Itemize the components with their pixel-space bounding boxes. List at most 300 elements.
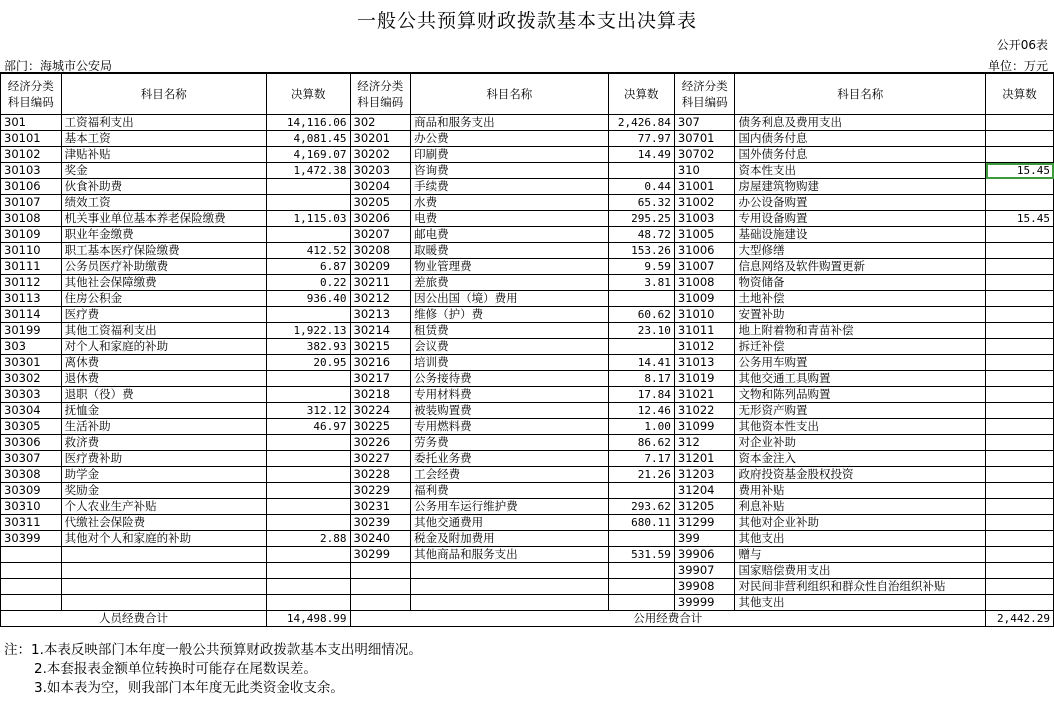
name-cell-1[interactable]: 个人农业生产补贴 [61, 499, 266, 515]
header-name-2: 科目名称 [411, 74, 608, 115]
code-cell-3[interactable]: 39908 [674, 579, 735, 595]
code-cell-1[interactable]: 30109 [1, 227, 62, 243]
code-cell-1[interactable] [1, 595, 62, 611]
name-cell-1[interactable]: 奖金 [61, 163, 266, 179]
amount-cell-1[interactable] [266, 451, 350, 467]
name-cell-1[interactable]: 基本工资 [61, 131, 266, 147]
code-cell-1[interactable]: 30303 [1, 387, 62, 403]
code-cell-3[interactable]: 31019 [674, 371, 735, 387]
table-row [1, 275, 1054, 291]
amount-cell-2[interactable]: 48.72 [608, 227, 674, 243]
name-cell-2[interactable]: 会议费 [411, 339, 608, 355]
code-cell-2[interactable]: 30227 [350, 451, 411, 467]
name-cell-2[interactable]: 因公出国（境）费用 [411, 291, 608, 307]
amount-cell-3[interactable] [986, 387, 1054, 403]
name-cell-3[interactable]: 拆迁补偿 [735, 339, 986, 355]
name-cell-2[interactable]: 水费 [411, 195, 608, 211]
code-cell-3[interactable]: 31007 [674, 259, 735, 275]
code-cell-3[interactable]: 30701 [674, 131, 735, 147]
amount-cell-3[interactable] [986, 451, 1054, 467]
name-cell-2[interactable]: 电费 [411, 211, 608, 227]
amount-cell-1[interactable]: 936.40 [266, 291, 350, 307]
name-cell-3[interactable]: 办公设备购置 [735, 195, 986, 211]
code-cell-3[interactable]: 31204 [674, 483, 735, 499]
name-cell-1[interactable]: 住房公积金 [61, 291, 266, 307]
code-cell-1[interactable]: 30103 [1, 163, 62, 179]
amount-cell-1[interactable] [266, 387, 350, 403]
name-cell-1[interactable] [61, 547, 266, 563]
name-cell-3[interactable]: 资本性支出 [735, 163, 986, 179]
amount-cell-2[interactable]: 21.26 [608, 467, 674, 483]
table-row [1, 259, 1054, 275]
name-cell-1[interactable]: 救济费 [61, 435, 266, 451]
code-cell-1[interactable]: 30107 [1, 195, 62, 211]
expenditure-table [0, 73, 1054, 627]
code-cell-1[interactable]: 30113 [1, 291, 62, 307]
code-cell-3[interactable]: 31203 [674, 467, 735, 483]
name-cell-3[interactable]: 政府投资基金股权投资 [735, 467, 986, 483]
name-cell-1[interactable]: 代缴社会保险费 [61, 515, 266, 531]
amount-cell-1[interactable]: 6.87 [266, 259, 350, 275]
code-cell-1[interactable]: 30106 [1, 179, 62, 195]
amount-cell-1[interactable] [266, 547, 350, 563]
amount-cell-2[interactable]: 12.46 [608, 403, 674, 419]
name-cell-2[interactable]: 劳务费 [411, 435, 608, 451]
code-cell-2[interactable]: 30201 [350, 131, 411, 147]
name-cell-3[interactable]: 其他支出 [735, 595, 986, 611]
name-cell-2[interactable]: 被装购置费 [411, 403, 608, 419]
code-cell-3[interactable]: 31099 [674, 419, 735, 435]
amount-cell-2[interactable]: 153.26 [608, 243, 674, 259]
amount-cell-3[interactable]: 15.45 [986, 211, 1054, 227]
amount-cell-1[interactable]: 4,169.07 [266, 147, 350, 163]
code-cell-3[interactable]: 31205 [674, 499, 735, 515]
name-cell-1[interactable]: 其他工资福利支出 [61, 323, 266, 339]
name-cell-1[interactable]: 助学金 [61, 467, 266, 483]
code-cell-3[interactable]: 31010 [674, 307, 735, 323]
name-cell-1[interactable]: 生活补助 [61, 419, 266, 435]
name-cell-2[interactable] [411, 595, 608, 611]
table-row [1, 499, 1054, 515]
amount-cell-1[interactable]: 1,115.03 [266, 211, 350, 227]
name-cell-3[interactable]: 安置补助 [735, 307, 986, 323]
name-cell-2[interactable]: 办公费 [411, 131, 608, 147]
amount-cell-3[interactable] [986, 515, 1054, 531]
code-cell-1[interactable]: 30111 [1, 259, 62, 275]
amount-cell-3[interactable] [986, 259, 1054, 275]
code-cell-1[interactable]: 30101 [1, 131, 62, 147]
code-cell-1[interactable]: 30108 [1, 211, 62, 227]
code-cell-2[interactable]: 30208 [350, 243, 411, 259]
amount-cell-2[interactable]: 17.84 [608, 387, 674, 403]
name-cell-2[interactable]: 印刷费 [411, 147, 608, 163]
personnel-total-value[interactable]: 14,498.99 [266, 611, 350, 627]
code-cell-1[interactable]: 30307 [1, 451, 62, 467]
name-cell-3[interactable]: 其他交通工具购置 [735, 371, 986, 387]
name-cell-2[interactable] [411, 563, 608, 579]
code-cell-3[interactable]: 399 [674, 531, 735, 547]
amount-cell-2[interactable] [608, 595, 674, 611]
code-cell-1[interactable]: 30102 [1, 147, 62, 163]
name-cell-1[interactable]: 绩效工资 [61, 195, 266, 211]
table-row [1, 291, 1054, 307]
code-cell-1[interactable]: 30311 [1, 515, 62, 531]
code-cell-3[interactable]: 307 [674, 115, 735, 131]
code-cell-2[interactable] [350, 579, 411, 595]
amount-cell-2[interactable]: 295.25 [608, 211, 674, 227]
amount-cell-1[interactable] [266, 483, 350, 499]
amount-cell-2[interactable]: 8.17 [608, 371, 674, 387]
code-cell-1[interactable]: 30199 [1, 323, 62, 339]
code-cell-2[interactable]: 30203 [350, 163, 411, 179]
name-cell-3[interactable]: 对民间非营利组织和群众性自治组织补贴 [735, 579, 986, 595]
name-cell-1[interactable]: 其他对个人和家庭的补助 [61, 531, 266, 547]
code-cell-3[interactable]: 310 [674, 163, 735, 179]
name-cell-1[interactable]: 对个人和家庭的补助 [61, 339, 266, 355]
amount-cell-2[interactable]: 23.10 [608, 323, 674, 339]
amount-cell-2[interactable] [608, 563, 674, 579]
code-cell-3[interactable]: 31201 [674, 451, 735, 467]
amount-cell-2[interactable]: 531.59 [608, 547, 674, 563]
amount-cell-1[interactable]: 4,081.45 [266, 131, 350, 147]
amount-cell-1[interactable] [266, 227, 350, 243]
name-cell-2[interactable]: 咨询费 [411, 163, 608, 179]
public-total-value[interactable]: 2,442.29 [986, 611, 1054, 627]
amount-cell-2[interactable] [608, 483, 674, 499]
amount-cell-2[interactable] [608, 531, 674, 547]
code-cell-2[interactable]: 30204 [350, 179, 411, 195]
code-cell-3[interactable]: 39907 [674, 563, 735, 579]
name-cell-2[interactable]: 其他商品和服务支出 [411, 547, 608, 563]
name-cell-2[interactable]: 其他交通费用 [411, 515, 608, 531]
amount-cell-1[interactable] [266, 515, 350, 531]
name-cell-3[interactable]: 无形资产购置 [735, 403, 986, 419]
name-cell-1[interactable]: 职工基本医疗保险缴费 [61, 243, 266, 259]
code-cell-1[interactable]: 30110 [1, 243, 62, 259]
name-cell-1[interactable]: 退职（役）费 [61, 387, 266, 403]
name-cell-2[interactable]: 租赁费 [411, 323, 608, 339]
name-cell-2[interactable]: 委托业务费 [411, 451, 608, 467]
code-cell-2[interactable]: 30211 [350, 275, 411, 291]
amount-cell-3[interactable] [986, 547, 1054, 563]
table-row [1, 323, 1054, 339]
note-1: 注：1.本表反映部门本年度一般公共预算财政拨款基本支出明细情况。 [4, 642, 422, 658]
code-cell-2[interactable]: 30228 [350, 467, 411, 483]
public-total-label[interactable]: 公用经费合计 [350, 611, 986, 627]
code-cell-3[interactable]: 39999 [674, 595, 735, 611]
name-cell-2[interactable]: 福利费 [411, 483, 608, 499]
amount-cell-1[interactable]: 1,472.38 [266, 163, 350, 179]
code-cell-2[interactable]: 30240 [350, 531, 411, 547]
name-cell-1[interactable]: 伙食补助费 [61, 179, 266, 195]
amount-cell-3[interactable] [986, 499, 1054, 515]
amount-cell-3[interactable] [986, 355, 1054, 371]
name-cell-3[interactable]: 地上附着物和青苗补偿 [735, 323, 986, 339]
amount-cell-1[interactable] [266, 435, 350, 451]
code-cell-2[interactable]: 30225 [350, 419, 411, 435]
code-cell-1[interactable]: 301 [1, 115, 62, 131]
code-cell-1[interactable]: 30310 [1, 499, 62, 515]
name-cell-2[interactable]: 物业管理费 [411, 259, 608, 275]
code-cell-1[interactable]: 30399 [1, 531, 62, 547]
name-cell-2[interactable]: 邮电费 [411, 227, 608, 243]
code-cell-2[interactable]: 30218 [350, 387, 411, 403]
table-row [1, 419, 1054, 435]
amount-cell-1[interactable] [266, 307, 350, 323]
name-cell-3[interactable]: 文物和陈列品购置 [735, 387, 986, 403]
name-cell-1[interactable] [61, 563, 266, 579]
name-cell-3[interactable]: 其他支出 [735, 531, 986, 547]
amount-cell-3[interactable] [986, 147, 1054, 163]
name-cell-2[interactable]: 公务接待费 [411, 371, 608, 387]
personnel-total-label[interactable]: 人员经费合计 [1, 611, 267, 627]
code-cell-3[interactable]: 31005 [674, 227, 735, 243]
name-cell-1[interactable]: 津贴补贴 [61, 147, 266, 163]
amount-cell-3[interactable] [986, 467, 1054, 483]
code-cell-3[interactable]: 312 [674, 435, 735, 451]
table-row [1, 307, 1054, 323]
name-cell-1[interactable]: 医疗费 [61, 307, 266, 323]
name-cell-3[interactable]: 信息网络及软件购置更新 [735, 259, 986, 275]
code-cell-1[interactable]: 30306 [1, 435, 62, 451]
amount-cell-2[interactable]: 7.17 [608, 451, 674, 467]
code-cell-1[interactable]: 30114 [1, 307, 62, 323]
amount-cell-1[interactable]: 46.97 [266, 419, 350, 435]
table-row [1, 595, 1054, 611]
table-row [1, 563, 1054, 579]
amount-cell-3[interactable] [986, 291, 1054, 307]
name-cell-2[interactable]: 差旅费 [411, 275, 608, 291]
amount-cell-3[interactable] [986, 339, 1054, 355]
amount-cell-2[interactable]: 9.59 [608, 259, 674, 275]
amount-cell-2[interactable]: 1.00 [608, 419, 674, 435]
name-cell-2[interactable] [411, 579, 608, 595]
code-cell-1[interactable] [1, 579, 62, 595]
amount-cell-3[interactable] [986, 403, 1054, 419]
amount-cell-2[interactable] [608, 579, 674, 595]
code-cell-2[interactable]: 30239 [350, 515, 411, 531]
amount-cell-2[interactable]: 86.62 [608, 435, 674, 451]
name-cell-3[interactable]: 土地补偿 [735, 291, 986, 307]
code-cell-3[interactable]: 31021 [674, 387, 735, 403]
amount-cell-3[interactable] [986, 195, 1054, 211]
code-cell-3[interactable]: 31008 [674, 275, 735, 291]
name-cell-2[interactable]: 工会经费 [411, 467, 608, 483]
amount-cell-3[interactable] [986, 275, 1054, 291]
name-cell-1[interactable] [61, 579, 266, 595]
code-cell-2[interactable]: 30215 [350, 339, 411, 355]
code-cell-3[interactable]: 30702 [674, 147, 735, 163]
name-cell-3[interactable]: 债务利息及费用支出 [735, 115, 986, 131]
table-row [1, 211, 1054, 227]
amount-cell-1[interactable]: 2.88 [266, 531, 350, 547]
code-cell-2[interactable]: 30214 [350, 323, 411, 339]
amount-cell-3[interactable] [986, 483, 1054, 499]
amount-cell-1[interactable]: 1,922.13 [266, 323, 350, 339]
amount-cell-1[interactable]: 14,116.06 [266, 115, 350, 131]
code-cell-1[interactable]: 30308 [1, 467, 62, 483]
amount-cell-3[interactable] [986, 371, 1054, 387]
amount-cell-3[interactable] [986, 323, 1054, 339]
amount-cell-3[interactable] [986, 563, 1054, 579]
amount-cell-2[interactable]: 60.62 [608, 307, 674, 323]
name-cell-1[interactable]: 公务员医疗补助缴费 [61, 259, 266, 275]
amount-cell-1[interactable]: 412.52 [266, 243, 350, 259]
name-cell-2[interactable]: 维修（护）费 [411, 307, 608, 323]
code-cell-3[interactable]: 31022 [674, 403, 735, 419]
amount-cell-2[interactable] [608, 291, 674, 307]
code-cell-1[interactable]: 30305 [1, 419, 62, 435]
name-cell-3[interactable]: 大型修缮 [735, 243, 986, 259]
name-cell-2[interactable]: 税金及附加费用 [411, 531, 608, 547]
code-cell-1[interactable]: 30309 [1, 483, 62, 499]
amount-cell-1[interactable] [266, 467, 350, 483]
name-cell-2[interactable]: 培训费 [411, 355, 608, 371]
amount-cell-2[interactable]: 0.44 [608, 179, 674, 195]
amount-cell-3[interactable] [986, 579, 1054, 595]
table-row [1, 387, 1054, 403]
name-cell-1[interactable]: 离休费 [61, 355, 266, 371]
name-cell-3[interactable]: 资本金注入 [735, 451, 986, 467]
code-cell-3[interactable]: 31299 [674, 515, 735, 531]
amount-cell-3[interactable] [986, 115, 1054, 131]
amount-cell-2[interactable]: 14.49 [608, 147, 674, 163]
name-cell-2[interactable]: 手续费 [411, 179, 608, 195]
name-cell-3[interactable]: 赠与 [735, 547, 986, 563]
name-cell-1[interactable] [61, 595, 266, 611]
amount-cell-1[interactable] [266, 371, 350, 387]
amount-cell-1[interactable] [266, 195, 350, 211]
code-cell-2[interactable]: 302 [350, 115, 411, 131]
code-cell-3[interactable]: 31013 [674, 355, 735, 371]
code-cell-2[interactable]: 30212 [350, 291, 411, 307]
amount-cell-3[interactable] [986, 307, 1054, 323]
amount-cell-2[interactable]: 2,426.84 [608, 115, 674, 131]
amount-cell-1[interactable]: 312.12 [266, 403, 350, 419]
code-cell-2[interactable] [350, 595, 411, 611]
amount-cell-1[interactable] [266, 595, 350, 611]
unit-label: 单位：万元 [987, 59, 1048, 73]
name-cell-3[interactable]: 基础设施建设 [735, 227, 986, 243]
name-cell-3[interactable]: 专用设备购置 [735, 211, 986, 227]
code-cell-2[interactable]: 30205 [350, 195, 411, 211]
name-cell-1[interactable]: 工资福利支出 [61, 115, 266, 131]
table-row [1, 547, 1054, 563]
code-cell-2[interactable] [350, 563, 411, 579]
code-cell-1[interactable] [1, 563, 62, 579]
name-cell-1[interactable]: 其他社会保障缴费 [61, 275, 266, 291]
amount-cell-2[interactable]: 65.32 [608, 195, 674, 211]
amount-cell-1[interactable] [266, 563, 350, 579]
amount-cell-1[interactable] [266, 579, 350, 595]
name-cell-2[interactable]: 公务用车运行维护费 [411, 499, 608, 515]
amount-cell-1[interactable] [266, 499, 350, 515]
name-cell-2[interactable]: 专用材料费 [411, 387, 608, 403]
code-cell-3[interactable]: 31009 [674, 291, 735, 307]
amount-cell-3[interactable] [986, 243, 1054, 259]
amount-cell-2[interactable]: 14.41 [608, 355, 674, 371]
code-cell-3[interactable]: 31001 [674, 179, 735, 195]
name-cell-3[interactable]: 对企业补助 [735, 435, 986, 451]
name-cell-3[interactable]: 公务用车购置 [735, 355, 986, 371]
code-cell-1[interactable]: 30301 [1, 355, 62, 371]
code-cell-3[interactable]: 31003 [674, 211, 735, 227]
code-cell-2[interactable]: 30299 [350, 547, 411, 563]
code-cell-2[interactable]: 30229 [350, 483, 411, 499]
amount-cell-1[interactable]: 20.95 [266, 355, 350, 371]
amount-cell-2[interactable]: 3.81 [608, 275, 674, 291]
name-cell-3[interactable]: 物资储备 [735, 275, 986, 291]
amount-cell-1[interactable]: 382.93 [266, 339, 350, 355]
code-cell-3[interactable]: 31002 [674, 195, 735, 211]
code-cell-2[interactable]: 30202 [350, 147, 411, 163]
code-cell-1[interactable]: 303 [1, 339, 62, 355]
amount-cell-3[interactable] [986, 131, 1054, 147]
amount-cell-2[interactable]: 293.62 [608, 499, 674, 515]
code-cell-2[interactable]: 30207 [350, 227, 411, 243]
amount-cell-3[interactable] [986, 419, 1054, 435]
amount-cell-3[interactable] [986, 227, 1054, 243]
code-cell-3[interactable]: 31011 [674, 323, 735, 339]
form-number: 公开06表 [996, 38, 1048, 52]
name-cell-3[interactable]: 国家赔偿费用支出 [735, 563, 986, 579]
amount-cell-2[interactable]: 680.11 [608, 515, 674, 531]
code-cell-3[interactable]: 39906 [674, 547, 735, 563]
amount-cell-3[interactable] [986, 179, 1054, 195]
amount-cell-3[interactable] [986, 595, 1054, 611]
code-cell-3[interactable]: 31012 [674, 339, 735, 355]
name-cell-3[interactable]: 房屋建筑物购建 [735, 179, 986, 195]
amount-cell-2[interactable]: 77.97 [608, 131, 674, 147]
code-cell-2[interactable]: 30231 [350, 499, 411, 515]
name-cell-1[interactable]: 医疗费补助 [61, 451, 266, 467]
code-cell-1[interactable] [1, 547, 62, 563]
name-cell-3[interactable]: 国内债务付息 [735, 131, 986, 147]
code-cell-3[interactable]: 31006 [674, 243, 735, 259]
name-cell-3[interactable]: 国外债务付息 [735, 147, 986, 163]
code-cell-2[interactable]: 30224 [350, 403, 411, 419]
amount-cell-3[interactable]: 15.45 [986, 163, 1054, 179]
amount-cell-1[interactable] [266, 179, 350, 195]
code-cell-2[interactable]: 30226 [350, 435, 411, 451]
amount-cell-3[interactable] [986, 435, 1054, 451]
name-cell-1[interactable]: 退休费 [61, 371, 266, 387]
name-cell-1[interactable]: 奖励金 [61, 483, 266, 499]
amount-cell-1[interactable]: 0.22 [266, 275, 350, 291]
name-cell-2[interactable]: 取暖费 [411, 243, 608, 259]
amount-cell-2[interactable] [608, 163, 674, 179]
name-cell-1[interactable]: 机关事业单位基本养老保险缴费 [61, 211, 266, 227]
name-cell-1[interactable]: 抚恤金 [61, 403, 266, 419]
name-cell-2[interactable]: 专用燃料费 [411, 419, 608, 435]
name-cell-3[interactable]: 利息补贴 [735, 499, 986, 515]
amount-cell-3[interactable] [986, 531, 1054, 547]
code-cell-2[interactable]: 30217 [350, 371, 411, 387]
code-cell-1[interactable]: 30304 [1, 403, 62, 419]
code-cell-2[interactable]: 30216 [350, 355, 411, 371]
amount-cell-2[interactable] [608, 339, 674, 355]
name-cell-3[interactable]: 其他对企业补助 [735, 515, 986, 531]
name-cell-3[interactable]: 费用补贴 [735, 483, 986, 499]
name-cell-2[interactable]: 商品和服务支出 [411, 115, 608, 131]
name-cell-1[interactable]: 职业年金缴费 [61, 227, 266, 243]
code-cell-2[interactable]: 30206 [350, 211, 411, 227]
code-cell-1[interactable]: 30112 [1, 275, 62, 291]
code-cell-2[interactable]: 30209 [350, 259, 411, 275]
code-cell-1[interactable]: 30302 [1, 371, 62, 387]
code-cell-2[interactable]: 30213 [350, 307, 411, 323]
name-cell-3[interactable]: 其他资本性支出 [735, 419, 986, 435]
